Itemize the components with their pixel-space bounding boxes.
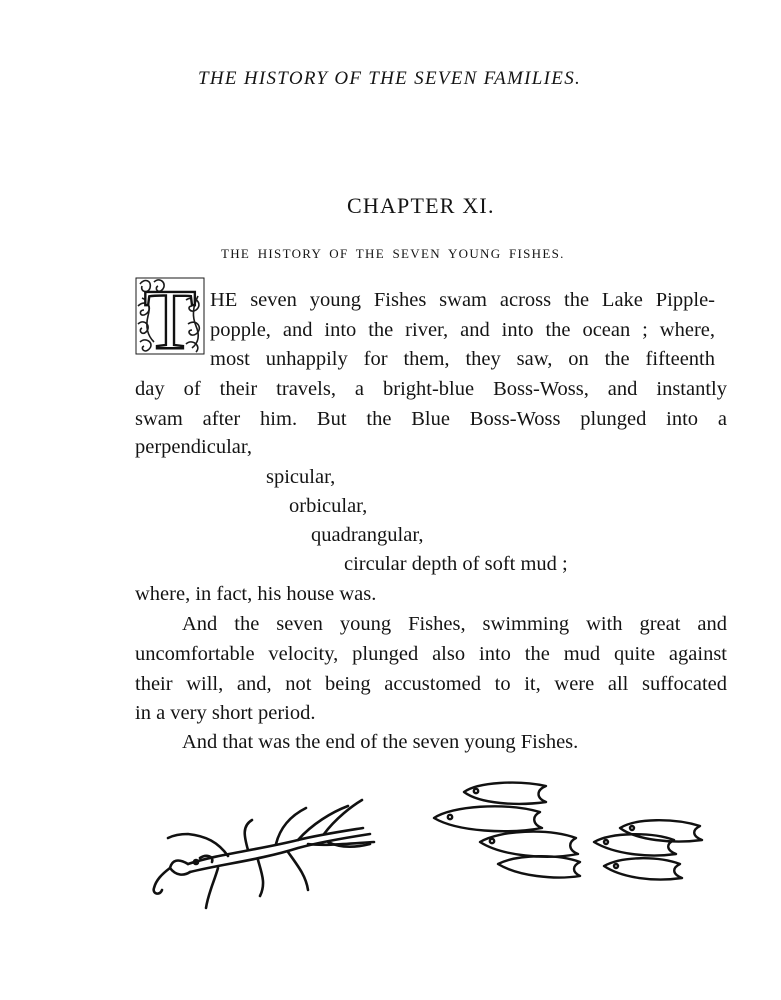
drop-cap-letter: T — [143, 276, 197, 356]
text-line-2: popple, and into the river, and into the ocean ; where, — [210, 320, 715, 341]
text-line-4: day of their travels, a bright-blue Boss-Woss, and instantly — [135, 379, 727, 400]
text-line-1: HE seven young Fishes swam across the Lake Pipple- — [210, 290, 715, 311]
text-line-9: quadrangular, — [311, 524, 424, 546]
fish-2 — [434, 806, 542, 831]
text-line-7: spicular, — [266, 466, 336, 488]
text-line-14: their will, and, not being accustomed to it, were all suffocated — [135, 674, 727, 695]
text-line-10: circular depth of soft mud ; — [344, 553, 568, 575]
boss-woss-head — [170, 861, 190, 875]
text-line-5: swam after him. But the Blue Boss-Woss plunged into a — [135, 409, 727, 430]
chapter-subtitle: THE HISTORY OF THE SEVEN YOUNG FISHES. — [221, 246, 565, 261]
text-line-6: perpendicular, — [135, 436, 252, 458]
fish-6 — [594, 834, 676, 855]
boss-woss-illustration — [148, 784, 388, 914]
text-line-13: uncomfortable velocity, plunged also into the mud quite against — [135, 644, 727, 665]
chapter-title: CHAPTER XI. — [347, 193, 495, 218]
text-line-11: where, in fact, his house was. — [135, 583, 377, 605]
fish-1 — [464, 783, 546, 804]
text-line-16: And that was the end of the seven young Fishes. — [182, 731, 579, 753]
fish-3 — [480, 832, 578, 857]
fish-4 — [498, 856, 580, 877]
seven-fishes-illustration — [428, 772, 718, 892]
text-line-3: most unhappily for them, they saw, on the fifteenth — [210, 349, 715, 370]
fish-5 — [620, 820, 702, 841]
text-line-8: orbicular, — [289, 495, 368, 517]
fish-7 — [604, 858, 682, 879]
running-head: THE HISTORY OF THE SEVEN FAMILIES. — [198, 68, 582, 89]
boss-woss-snout — [154, 868, 170, 894]
text-line-15: in a very short period. — [135, 702, 316, 724]
text-line-12: And the seven young Fishes, swimming with great and — [182, 614, 727, 635]
ornamental-drop-cap — [134, 276, 206, 356]
